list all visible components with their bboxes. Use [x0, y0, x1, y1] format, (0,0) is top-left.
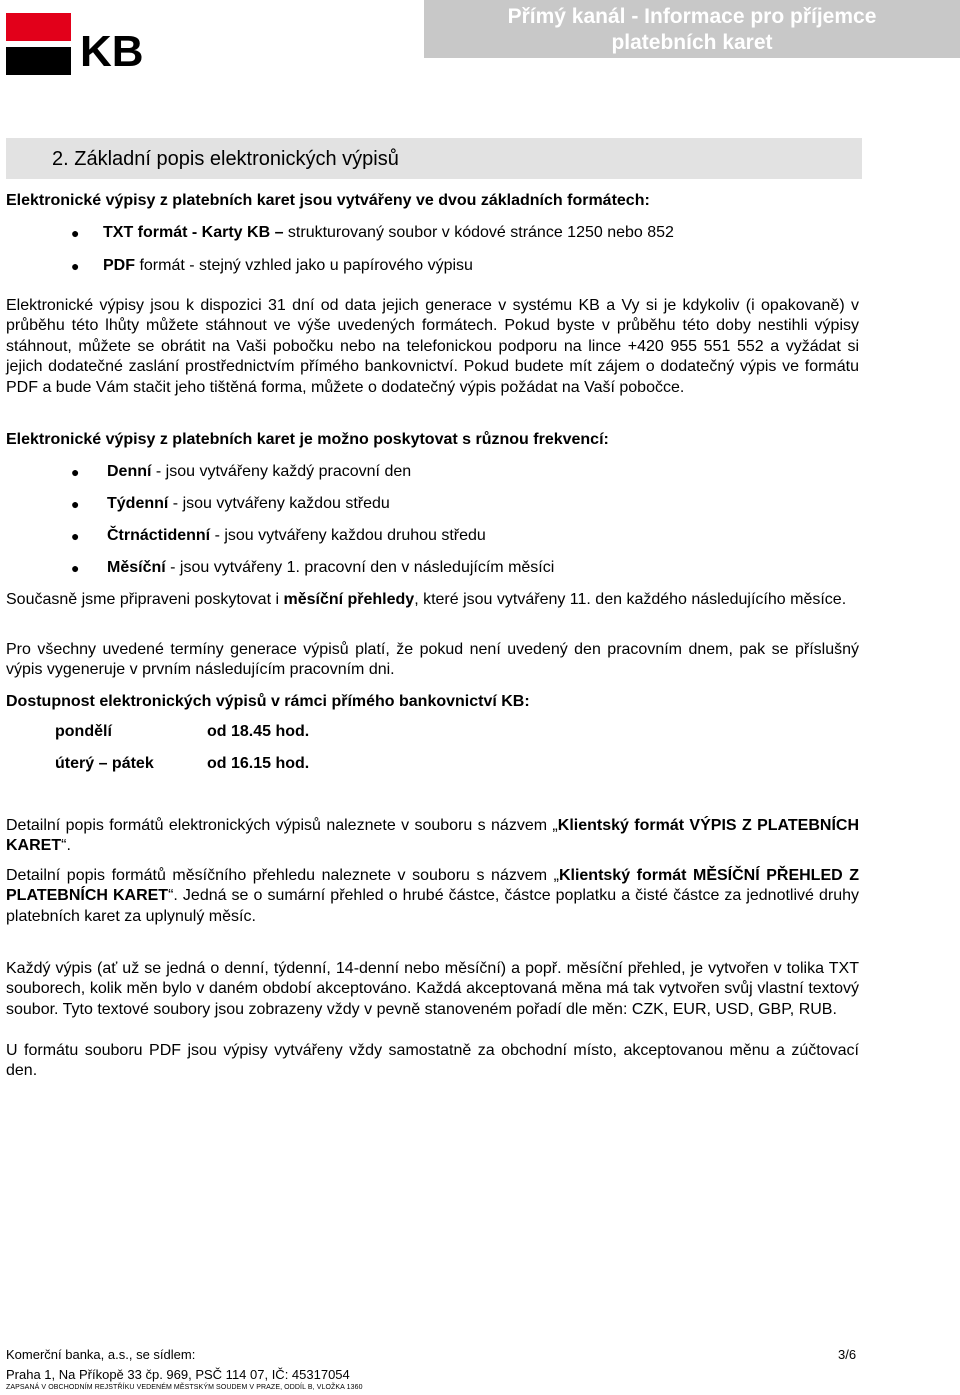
kb-logo	[6, 13, 176, 75]
availability-paragraph: Elektronické výpisy jsou k dispozici 31 dní od data jejich generace v systému KB a Vy si je kdykoliv (i opakovaně) v průběhu této lhůty můžete stáhnout ve výše uvedených formátech. Pokud byste v průběhu této doby nestihli výpisy stáhnout, můžete se obrátit na Vaši pobočku nebo na telefonickou podporu na lince +420 955 551 552 a vyžádat si jejich dodatečné zaslání prostřednictvím přímého bankovnictví. Pokud budete mít zájem o dodatečný výpis ve formátu PDF a bude Vám stačit jeho tištěná forma, můžete o dodatečný výpis požádat na Vaší pobočce.	[6, 297, 860, 396]
footer-address: Praha 1, Na Příkopě 33 čp. 969, PSČ 114 07, IČ: 45317054	[6, 1367, 350, 1382]
list-item: ● PDF formát - stejný vzhled jako u papírového výpisu	[71, 257, 473, 274]
list-item: ● TXT formát - Karty KB – strukturovaný soubor v kódové stránce 1250 nebo 852	[71, 224, 674, 241]
currency-paragraph: Každý výpis (ať už se jedná o denní, týdenní, 14-denní nebo měsíční) a popř. měsíční přehled, je vytvořen v tolika TXT souborech, kolik měn bylo v daném období akceptováno. Každá akceptovaná měna má tak vytvořen svůj vlastní textový soubor. Tyto textové soubory jsou zobrazeny vždy v pevně stanoveném pořadí dle měn: CZK, EUR, USD, GBP, RUB.	[6, 960, 859, 1018]
detail-overview-paragraph: Detailní popis formátů měsíčního přehledu naleznete v souboru s názvem „Klientský formát MĚSÍČNÍ PŘEHLED Z PLATEBNÍCH KARET“. Jedná se o sumární přehled o hrubé částce, částce poplatku a čisté částce za jednotlivé druhy platebních karet za uplynulý měsíc.	[6, 867, 860, 925]
bullet-icon: ●	[71, 225, 80, 241]
title-line-2: platebních karet	[611, 31, 773, 54]
schedule-time: od 16.15 hod.	[207, 755, 310, 772]
list-item: ● Měsíční - jsou vytvářeny 1. pracovní den v následujícím měsíci	[71, 559, 555, 576]
schedule-time: od 18.45 hod.	[207, 723, 310, 740]
list-item: ● Týdenní - jsou vytvářeny každou středu	[71, 495, 390, 512]
section-heading: 2. Základní popis elektronických výpisů	[6, 138, 862, 179]
schedule-heading: Dostupnost elektronických výpisů v rámci přímého bankovnictví KB:	[6, 693, 530, 710]
bullet-icon: ●	[71, 560, 80, 576]
pdf-paragraph: U formátu souboru PDF jsou výpisy vytvářeny vždy samostatně za obchodní místo, akceptovanou měnu a zúčtovací den.	[6, 1042, 859, 1080]
title-line-1: Přímý kanál - Informace pro příjemce	[507, 5, 877, 28]
bullet-icon: ●	[71, 258, 80, 274]
schedule-day: úterý – pátek	[55, 755, 154, 772]
document-title	[424, 0, 960, 58]
nonworking-days-paragraph: Pro všechny uvedené termíny generace výpisů platí, že pokud není uvedený den pracovním dnem, pak se příslušný výpis vygeneruje v prvním následujícím pracovním dni.	[6, 641, 859, 679]
frequency-intro: Elektronické výpisy z platebních karet je možno poskytovat s různou frekvencí:	[6, 431, 609, 448]
page-number: 3/6	[838, 1347, 857, 1362]
bullet-icon: ●	[71, 528, 80, 544]
monthly-overview-paragraph: Současně jsme připraveni poskytovat i měsíční přehledy, které jsou vytvářeny 11. den každého následujícího měsíce.	[6, 591, 847, 608]
detail-statement-paragraph: Detailní popis formátů elektronických výpisů naleznete v souboru s názvem „Klientský formát VÝPIS Z PLATEBNÍCH KARET“.	[6, 817, 860, 855]
footer-registry: ZAPSANÁ V OBCHODNÍM REJSTŘÍKU VEDENÉM MĚSTSKÝM SOUDEM V PRAZE, ODDÍL B, VLOŽKA 1360	[6, 1384, 363, 1391]
bullet-icon: ●	[71, 496, 80, 512]
schedule-day: pondělí	[55, 723, 112, 740]
list-item: ● Denní - jsou vytvářeny každý pracovní den	[71, 463, 412, 480]
bullet-icon: ●	[71, 464, 80, 480]
list-item: ● Čtrnáctidenní - jsou vytvářeny každou druhou středu	[71, 527, 486, 544]
footer-company: Komerční banka, a.s., se sídlem:	[6, 1347, 196, 1362]
logo-text: KB	[80, 27, 144, 75]
formats-intro: Elektronické výpisy z platebních karet jsou vytvářeny ve dvou základních formátech:	[6, 192, 650, 209]
